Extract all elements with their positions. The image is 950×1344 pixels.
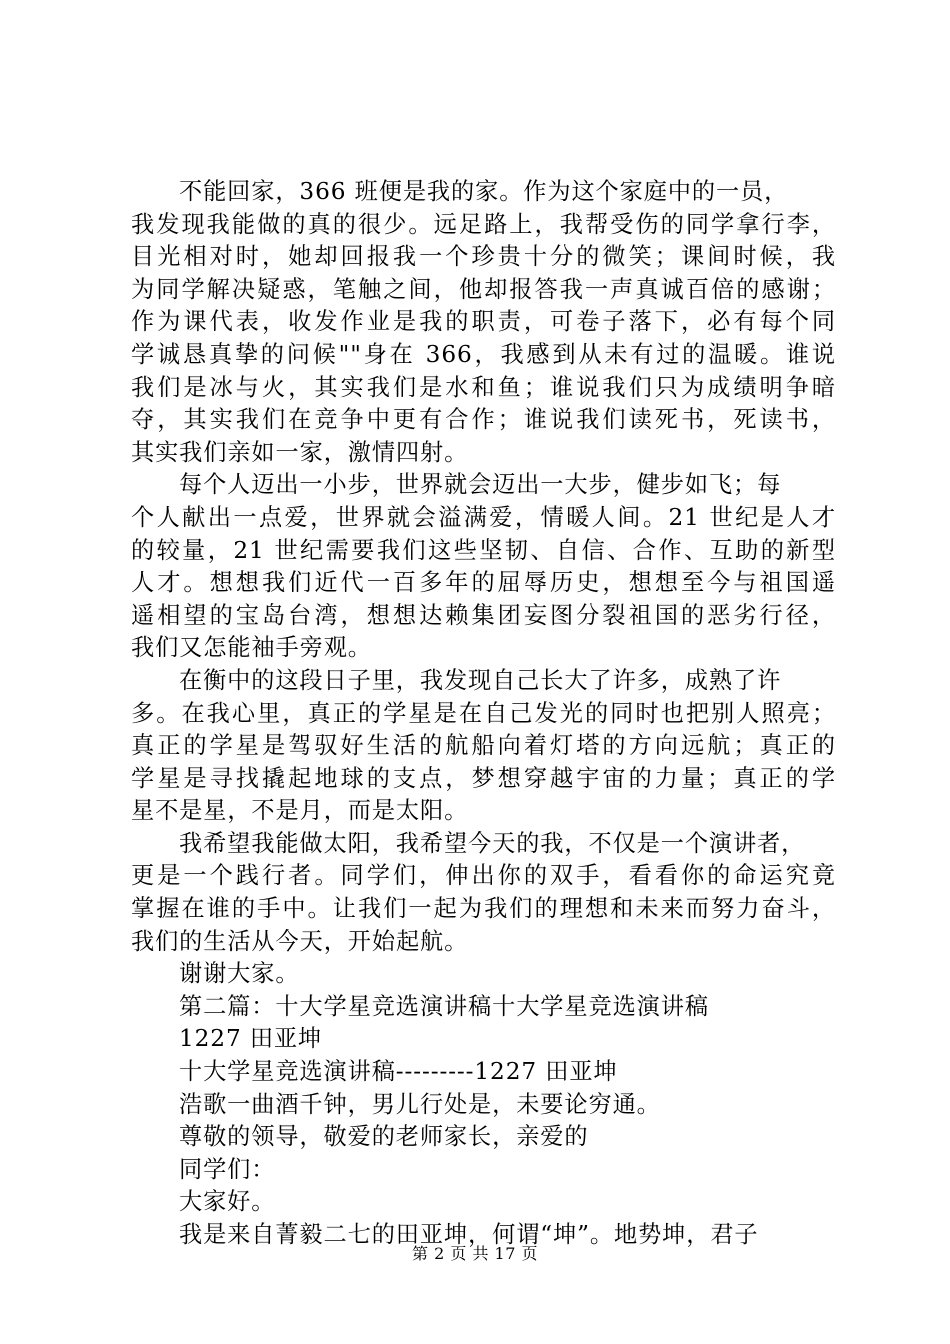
document-body	[131, 176, 836, 1252]
text-line: 学星是寻找撬起地球的支点，梦想穿越宇宙的力量；真正的学	[131, 764, 836, 792]
text-line: 每个人迈出一小步，世界就会迈出一大步，健步如飞；每	[179, 471, 782, 499]
text-line: 星不是星，不是月，而是太阳。	[131, 797, 469, 825]
text-line: 我们是冰与火，其实我们是水和鱼；谁说我们只为成绩明争暗	[131, 373, 836, 401]
text-line: 同学们：	[179, 1155, 276, 1183]
text-line: 十大学星竞选演讲稿---------1227 田亚坤	[179, 1058, 618, 1086]
text-line: 我们的生活从今天，开始起航。	[131, 927, 469, 955]
text-line: 遥相望的宝岛台湾，想想达赖集团妄图分裂祖国的恶劣行径，	[131, 601, 836, 629]
text-line: 为同学解决疑惑，笔触之间，他却报答我一声真诚百倍的感谢；	[131, 275, 836, 303]
text-line: 的较量，21 世纪需要我们这些坚韧、自信、合作、互助的新型	[131, 536, 836, 564]
text-line: 真正的学星是驾驭好生活的航船向着灯塔的方向远航；真正的	[131, 732, 836, 760]
text-line: 作为课代表，收发作业是我的职责，可卷子落下，必有每个同	[131, 308, 836, 336]
text-line: 我希望我能做太阳，我希望今天的我，不仅是一个演讲者，	[179, 829, 806, 857]
text-line: 我发现我能做的真的很少。远足路上，我帮受伤的同学拿行李，	[131, 210, 836, 238]
text-line: 学诚恳真挚的问候""身在 366，我感到从未有过的温暖。谁说	[131, 340, 836, 368]
text-line: 夺，其实我们在竞争中更有合作；谁说我们读死书，死读书，	[131, 406, 836, 434]
text-line: 不能回家，366 班便是我的家。作为这个家庭中的一员，	[179, 178, 789, 205]
text-line: 我们又怎能袖手旁观。	[131, 634, 372, 662]
text-line: 掌握在谁的手中。让我们一起为我们的理想和未来而努力奋斗，	[131, 895, 836, 923]
text-line: 谢谢大家。	[179, 960, 300, 988]
text-line: 多。在我心里，真正的学星是在自己发光的同时也把别人照亮；	[131, 699, 836, 727]
text-line: 个人献出一点爱，世界就会溢满爱，情暖人间。21 世纪是人才	[131, 503, 836, 531]
text-line: 人才。想想我们近代一百多年的屈辱历史，想想至今与祖国遥	[131, 569, 836, 597]
text-line: 尊敬的领导，敬爱的老师家长，亲爱的	[179, 1123, 589, 1151]
text-line: 浩歌一曲酒千钟，男儿行处是，未要论穷通。	[179, 1090, 661, 1118]
text-line: 更是一个践行者。同学们，伸出你的双手，看看你的命运究竟	[131, 862, 836, 890]
text-line: 1227 田亚坤	[179, 1025, 323, 1053]
text-line: 我是来自菁毅二七的田亚坤，何谓“坤”。地势坤，君子	[179, 1221, 759, 1248]
page-number-footer: 第 2 页 共 17 页	[412, 1244, 538, 1263]
text-line: 大家好。	[179, 1188, 276, 1216]
text-line: 在衡中的这段日子里，我发现自己长大了许多，成熟了许	[179, 666, 782, 694]
text-line: 其实我们亲如一家，激情四射。	[131, 438, 469, 466]
section-heading: 第二篇：十大学星竞选演讲稿十大学星竞选演讲稿	[179, 992, 709, 1020]
text-line: 目光相对时，她却回报我一个珍贵十分的微笑；课间时候，我	[131, 243, 836, 271]
